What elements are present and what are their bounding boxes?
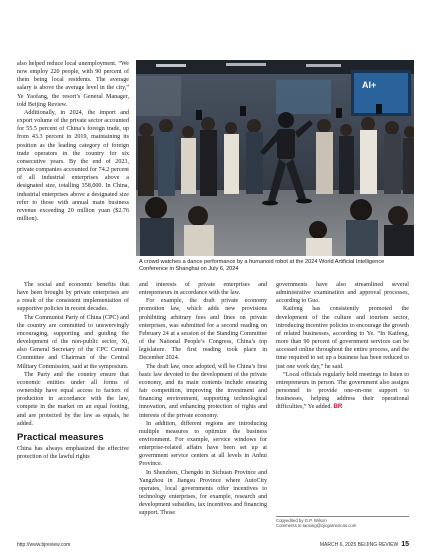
comments-email-line: Comments to taoxing@cjicgamericas.com xyxy=(276,523,357,529)
article-column-2 xyxy=(139,281,267,518)
paragraph: China has always emphasized the effective protection of the lawful rights xyxy=(17,445,129,460)
paragraph-text: “Local officials regularly hold meetings to listen to entrepreneurs in person. The government also assigns personnel to provide one-on-one support to businesses, helping address their operational difficulties,” Ye added. xyxy=(276,371,409,411)
paragraph xyxy=(276,371,409,412)
robot-performance-photo xyxy=(136,60,414,256)
paragraph: The draft law, once adopted, will be China’s first basic law devoted to the development of the private economy, and its main contents include ensuring fair competition, improving the investment and financing environment, supporting technological innovation, and enhancing protection of rights and interests of the private economy. xyxy=(139,363,267,419)
article-column-1-lower xyxy=(17,281,129,461)
section-heading: Practical measures xyxy=(17,431,104,443)
article-photo xyxy=(136,60,414,256)
copyedit-credit xyxy=(276,516,409,528)
paragraph: In Shenzhen, Chengdu in Sichuan Province and Yangzhou in Jiangsu Province where AutoCity operates, local governments offer incentives to technology enterprises, for example, research and development subsidies, tax incentives and financing support. Those xyxy=(139,469,267,517)
paragraph: The social and economic benefits that have been brought by private enterprises are a result of the consistent implementation of supportive policies in recent decades. xyxy=(17,282,129,313)
photo-caption: A crowd watches a dance performance by a humanoid robot at the 2024 World Artificial Intelligence Conference in Shanghai on July 6, 2024 xyxy=(139,259,385,272)
end-mark: BR xyxy=(333,403,343,411)
paragraph: Additionally, in 2024, the import and export volume of the private sector accounted for 55.5 percent of China’s foreign trade, up from 43.3 percent in 2019, maintaining its position as the leading category of foreign trade operators in the country for six consecutive years. By the end of 2023, private companies accounted for 74.2 percent of all industrial enterprises above a designated size, totalling 358,000. In China, industrial enterprises above a designated size refer to those with annual main business revenue exceeding 20 million yuan ($2.76 million). xyxy=(17,109,129,222)
paragraph: Kaifeng has consistently promoted the development of the culture and tourism sector, introducing incentive policies to encourage the growth of related businesses, according to Ye. “In Kaifeng, more than 90 percent of government services can be accessed online throughout the entire process, and the time required to set up a business has been reduced to just one work day,” he said. xyxy=(276,306,410,370)
copyeditor-line: Copyedited by G.P. Wilson xyxy=(276,518,327,523)
article-column-3 xyxy=(276,281,409,412)
paragraph: and interests of private enterprises and entrepreneurs in accordance with the law. xyxy=(139,282,267,297)
paragraph: In addition, different regions are introducing multiple measures to optimize the business environment. For example, service windows for enterprise-related affairs have been set up at government service centers at all levels in Anhui Province. xyxy=(139,420,267,468)
paragraph: The Communist Party of China (CPC) and the country are committed to unswervingly encouraging, supporting and guiding the development of the non-public sector, Xi, also General Secretary of the CPC Central Committee and Chairman of the Central Military Commission, said at the symposium. xyxy=(17,314,129,370)
paragraph: governments have also streamlined several administrative examination and approval processes, according to Guo. xyxy=(276,282,409,305)
screen-sign-text: AI+ xyxy=(362,80,377,90)
footer-issue xyxy=(320,540,409,550)
footer-issue-text: MARCH 6, 2025 BEIJING REVIEW xyxy=(319,542,399,548)
paragraph: For example, the draft private economy promotion law, which adds new provisions prohibiting arbitrary fees and fines on private enterprises, was submitted for a second reading on February 24 at a session of the Standing Committee of the National People’s Congress, China’s top legislature. The first reading took place in December 2024. xyxy=(139,298,267,362)
paragraph: The Party and the country ensure that economic entities under all forms of ownership have equal access to factors of production in accordance with the law, compete in the market on an equal footing, and are protected by the law as equals, he added. xyxy=(17,371,129,427)
article-column-1-upper xyxy=(17,60,129,223)
footer-url: http://www.bjreview.com xyxy=(17,542,71,548)
paragraph: also helped reduce local unemployment. “We now employ 220 people, with 90 percent of them being local residents. The average salary is above the average level in the city,” Ye Yaofang, the resort’s General Manager, told Beijing Review. xyxy=(17,61,129,108)
page-number: 15 xyxy=(401,541,409,548)
